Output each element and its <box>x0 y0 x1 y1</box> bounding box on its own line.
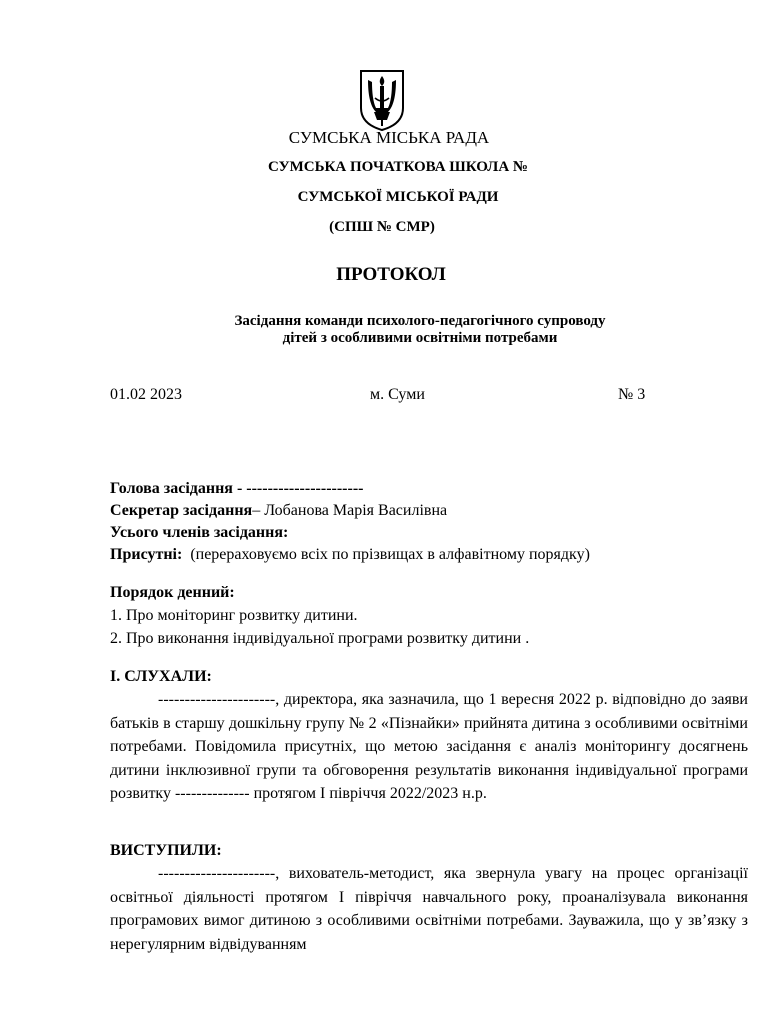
document-title: ПРОТОКОЛ <box>336 264 446 285</box>
agenda-item-2: 2. Про виконання індивідуальної програми розвитку дитини . <box>110 630 530 647</box>
present-line <box>110 546 590 564</box>
protocol-city: м. Суми <box>370 386 425 403</box>
members-count-line: Усього членів засідання: <box>110 524 289 541</box>
school-name-line1: СУМСЬКА ПОЧАТКОВА ШКОЛА № <box>267 159 529 175</box>
council-name: СУМСЬКА МІСЬКА РАДА <box>288 128 490 147</box>
school-abbreviation: (СПШ № СМР) <box>329 219 435 235</box>
secretary-line <box>110 502 447 520</box>
ukraine-trident-coat-of-arms-icon <box>358 68 406 132</box>
document-subtitle-line2: дітей з особливими освітніми потребами <box>282 330 558 346</box>
protocol-date: 01.02 2023 <box>110 386 182 403</box>
secretary-value: – Лобанова Марія Василівна <box>252 502 448 519</box>
document-subtitle-line1: Засідання команди психолого-педагогічного супроводу <box>234 313 606 329</box>
secretary-label: Секретар засідання <box>110 502 253 519</box>
present-value: (перераховуємо всіх по прізвищах в алфавітному порядку) <box>190 546 590 563</box>
agenda-item-1: 1. Про моніторинг розвитку дитини. <box>110 607 358 624</box>
chair-line: Голова засідання - ---------------------- <box>110 480 364 497</box>
spoke-section-title: ВИСТУПИЛИ: <box>110 842 222 859</box>
spoke-section-text: ----------------------, вихователь-методист, яка звернула увагу на процес організації освітньої діяльності протягом I півріччя навчального року, проаналізувала виконання програмових вимог дитиною з особливими освітніми потребами. Зауважила, що у зв’язку з нерегулярним відвідуванням <box>110 865 748 953</box>
heard-section-text: ----------------------, директора, яка зазначила, що 1 вересня 2022 р. відповідно до заяви батьків в старшу дошкільну групу № 2 «Пізнайки» прийнята дитина з особливими освітніми потребами. Повідомила присутніх, що метою засідання є аналіз моніторингу досягнень дитини інклюзивної групи та обговорення результатів виконання індивідуальної програми розвитку -------------- протягом I півріччя 2022/2023 н.р. <box>110 691 748 802</box>
school-name-line2: СУМСЬКОЇ МІСЬКОЇ РАДИ <box>297 189 499 205</box>
protocol-number: № 3 <box>618 386 646 403</box>
heard-section-title: I. СЛУХАЛИ: <box>110 668 212 685</box>
present-label: Присутні: <box>110 546 183 563</box>
agenda-title: Порядок денний: <box>110 584 235 601</box>
